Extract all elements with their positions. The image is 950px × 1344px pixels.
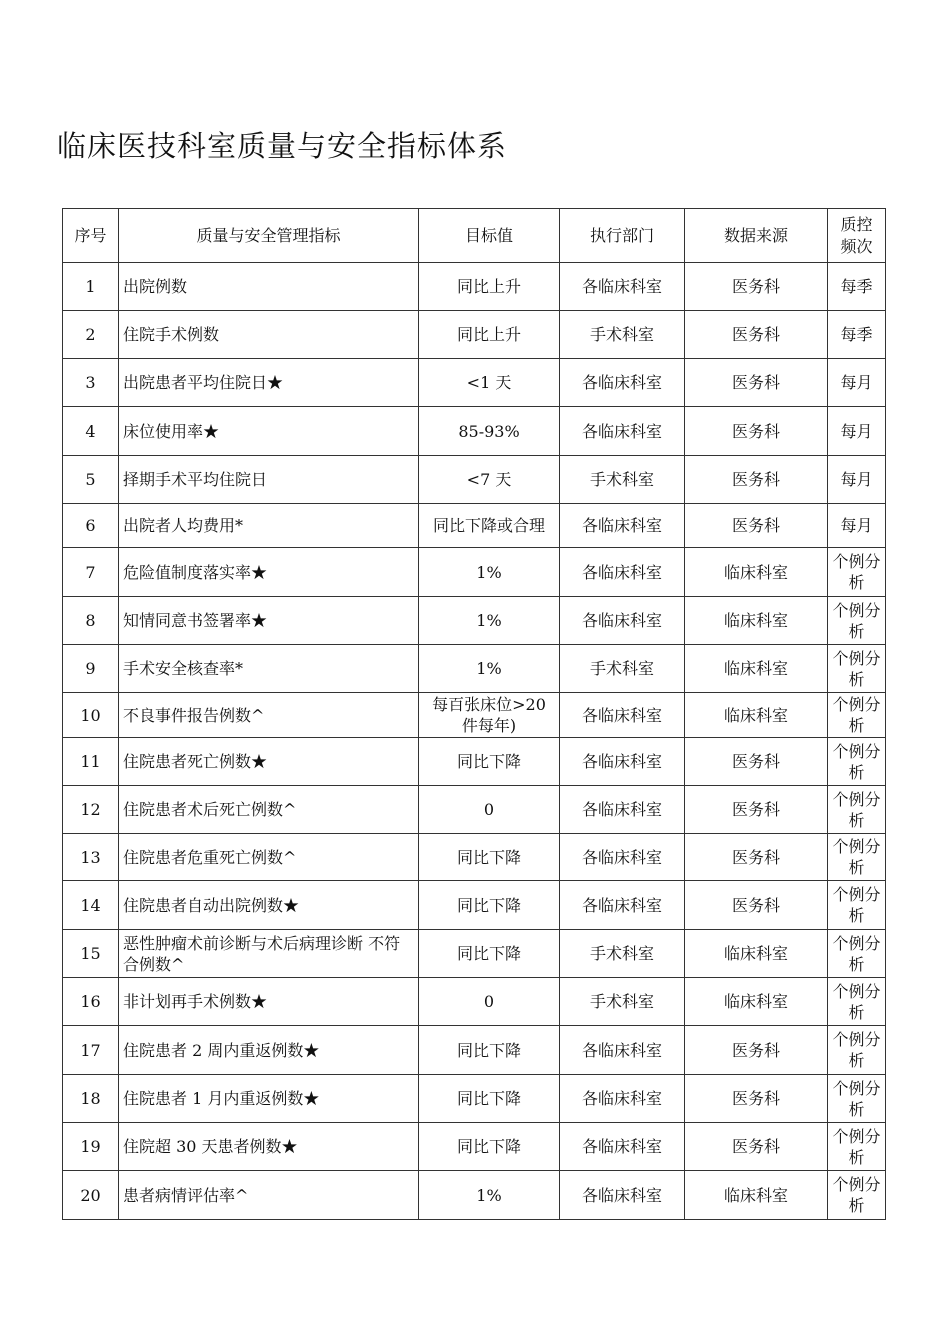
cell-no: 20 — [63, 1171, 119, 1220]
cell-source: 医务科 — [685, 1026, 828, 1075]
table-row — [63, 1075, 886, 1123]
cell-target: 0 — [419, 978, 560, 1026]
cell-no: 3 — [63, 359, 119, 407]
cell-no: 16 — [63, 978, 119, 1026]
cell-dept: 各临床科室 — [560, 263, 685, 311]
cell-target: 同比上升 — [419, 263, 560, 311]
cell-source: 医务科 — [685, 1075, 828, 1123]
cell-target: <1 天 — [419, 359, 560, 407]
cell-target: 同比下降或合理 — [419, 504, 560, 548]
cell-source: 医务科 — [685, 786, 828, 834]
cell-no: 8 — [63, 597, 119, 645]
cell-dept: 各临床科室 — [560, 881, 685, 930]
cell-target: 1% — [419, 597, 560, 645]
cell-no: 2 — [63, 311, 119, 359]
table-row — [63, 978, 886, 1026]
cell-source: 医务科 — [685, 738, 828, 786]
cell-indicator: 住院患者 2 周内重返例数★ — [119, 1026, 419, 1075]
cell-no: 18 — [63, 1075, 119, 1123]
cell-source: 临床科室 — [685, 978, 828, 1026]
header-source: 数据来源 — [685, 209, 828, 263]
cell-frequency: 个例分析 — [828, 1026, 886, 1075]
cell-no: 9 — [63, 645, 119, 693]
cell-indicator: 患者病情评估率^ — [119, 1171, 419, 1220]
cell-source: 临床科室 — [685, 1171, 828, 1220]
cell-indicator: 不良事件报告例数^ — [119, 693, 419, 738]
cell-no: 6 — [63, 504, 119, 548]
cell-target: 1% — [419, 1171, 560, 1220]
cell-frequency: 个例分析 — [828, 1123, 886, 1171]
cell-target: 同比下降 — [419, 930, 560, 978]
cell-source: 医务科 — [685, 881, 828, 930]
cell-indicator: 出院患者平均住院日★ — [119, 359, 419, 407]
cell-dept: 手术科室 — [560, 645, 685, 693]
cell-source: 医务科 — [685, 407, 828, 456]
cell-frequency: 个例分析 — [828, 786, 886, 834]
table-row — [63, 548, 886, 597]
cell-source: 临床科室 — [685, 930, 828, 978]
cell-indicator: 住院患者死亡例数★ — [119, 738, 419, 786]
cell-source: 医务科 — [685, 263, 828, 311]
cell-frequency: 个例分析 — [828, 693, 886, 738]
cell-dept: 各临床科室 — [560, 548, 685, 597]
cell-frequency: 个例分析 — [828, 645, 886, 693]
cell-no: 19 — [63, 1123, 119, 1171]
cell-frequency: 个例分析 — [828, 881, 886, 930]
cell-dept: 各临床科室 — [560, 597, 685, 645]
cell-target: <7 天 — [419, 456, 560, 504]
cell-no: 10 — [63, 693, 119, 738]
cell-target: 同比下降 — [419, 1123, 560, 1171]
cell-frequency: 个例分析 — [828, 978, 886, 1026]
cell-target: 同比下降 — [419, 881, 560, 930]
cell-indicator: 住院患者术后死亡例数^ — [119, 786, 419, 834]
cell-target: 0 — [419, 786, 560, 834]
cell-no: 7 — [63, 548, 119, 597]
cell-source: 医务科 — [685, 504, 828, 548]
cell-dept: 各临床科室 — [560, 407, 685, 456]
page-title: 临床医技科室质量与安全指标体系 — [57, 129, 508, 163]
cell-target: 85-93% — [419, 407, 560, 456]
cell-indicator: 危险值制度落实率★ — [119, 548, 419, 597]
header-frequency: 质控频次 — [840, 214, 873, 256]
cell-dept: 手术科室 — [560, 456, 685, 504]
cell-frequency: 个例分析 — [828, 597, 886, 645]
cell-frequency: 个例分析 — [828, 834, 886, 881]
cell-indicator: 择期手术平均住院日 — [119, 456, 419, 504]
cell-frequency: 个例分析 — [828, 738, 886, 786]
table-row — [63, 504, 886, 548]
cell-source: 医务科 — [685, 1123, 828, 1171]
cell-source: 临床科室 — [685, 548, 828, 597]
cell-no: 5 — [63, 456, 119, 504]
table-body — [63, 263, 886, 1220]
cell-dept: 各临床科室 — [560, 786, 685, 834]
cell-indicator: 住院患者自动出院例数★ — [119, 881, 419, 930]
cell-no: 11 — [63, 738, 119, 786]
table-row — [63, 693, 886, 738]
table-row — [63, 881, 886, 930]
cell-dept: 手术科室 — [560, 311, 685, 359]
table-row — [63, 738, 886, 786]
cell-frequency: 每月 — [828, 456, 886, 504]
table-row — [63, 359, 886, 407]
cell-indicator: 住院超 30 天患者例数★ — [119, 1123, 419, 1171]
cell-frequency: 个例分析 — [828, 930, 886, 978]
cell-indicator: 住院患者危重死亡例数^ — [119, 834, 419, 881]
cell-target: 1% — [419, 645, 560, 693]
cell-no: 13 — [63, 834, 119, 881]
cell-frequency: 每月 — [828, 359, 886, 407]
cell-indicator: 非计划再手术例数★ — [119, 978, 419, 1026]
table-row — [63, 834, 886, 881]
cell-no: 4 — [63, 407, 119, 456]
header-dept: 执行部门 — [560, 209, 685, 263]
cell-dept: 各临床科室 — [560, 834, 685, 881]
cell-target: 1% — [419, 548, 560, 597]
table-row — [63, 645, 886, 693]
cell-source: 医务科 — [685, 456, 828, 504]
table-row — [63, 456, 886, 504]
cell-frequency: 每月 — [828, 407, 886, 456]
cell-no: 1 — [63, 263, 119, 311]
cell-frequency: 每月 — [828, 504, 886, 548]
cell-source: 临床科室 — [685, 645, 828, 693]
cell-no: 14 — [63, 881, 119, 930]
cell-no: 17 — [63, 1026, 119, 1075]
cell-frequency: 个例分析 — [828, 1171, 886, 1220]
indicator-table — [62, 208, 886, 1220]
table-row — [63, 1171, 886, 1220]
table-row — [63, 407, 886, 456]
cell-target: 同比下降 — [419, 1026, 560, 1075]
cell-dept: 各临床科室 — [560, 693, 685, 738]
cell-frequency: 每季 — [828, 311, 886, 359]
table-row — [63, 597, 886, 645]
header-indicator: 质量与安全管理指标 — [119, 209, 419, 263]
table-row — [63, 1026, 886, 1075]
cell-indicator: 知情同意书签署率★ — [119, 597, 419, 645]
cell-dept: 手术科室 — [560, 978, 685, 1026]
table-row — [63, 1123, 886, 1171]
cell-indicator: 手术安全核查率* — [119, 645, 419, 693]
cell-no: 12 — [63, 786, 119, 834]
cell-dept: 各临床科室 — [560, 359, 685, 407]
header-target: 目标值 — [419, 209, 560, 263]
cell-target: 同比下降 — [419, 738, 560, 786]
table-row — [63, 786, 886, 834]
cell-dept: 各临床科室 — [560, 1171, 685, 1220]
cell-dept: 各临床科室 — [560, 1026, 685, 1075]
cell-target: 同比下降 — [419, 834, 560, 881]
cell-source: 医务科 — [685, 834, 828, 881]
cell-target: 每百张床位>20件每年) — [419, 693, 560, 738]
table-row — [63, 263, 886, 311]
cell-source: 临床科室 — [685, 597, 828, 645]
cell-source: 医务科 — [685, 359, 828, 407]
table-row — [63, 311, 886, 359]
cell-indicator: 住院手术例数 — [119, 311, 419, 359]
header-no: 序号 — [63, 209, 119, 263]
cell-indicator: 恶性肿瘤术前诊断与术后病理诊断 不符合例数^ — [119, 930, 419, 978]
cell-dept: 手术科室 — [560, 930, 685, 978]
cell-dept: 各临床科室 — [560, 738, 685, 786]
cell-target: 同比上升 — [419, 311, 560, 359]
cell-no: 15 — [63, 930, 119, 978]
cell-dept: 各临床科室 — [560, 1075, 685, 1123]
table-row — [63, 930, 886, 978]
cell-indicator: 住院患者 1 月内重返例数★ — [119, 1075, 419, 1123]
cell-indicator: 床位使用率★ — [119, 407, 419, 456]
cell-target: 同比下降 — [419, 1075, 560, 1123]
cell-indicator: 出院例数 — [119, 263, 419, 311]
cell-source: 临床科室 — [685, 693, 828, 738]
cell-frequency: 每季 — [828, 263, 886, 311]
cell-frequency: 个例分析 — [828, 548, 886, 597]
cell-source: 医务科 — [685, 311, 828, 359]
cell-frequency: 个例分析 — [828, 1075, 886, 1123]
cell-indicator: 出院者人均费用* — [119, 504, 419, 548]
table-header-row — [63, 209, 886, 263]
cell-dept: 各临床科室 — [560, 504, 685, 548]
cell-dept: 各临床科室 — [560, 1123, 685, 1171]
